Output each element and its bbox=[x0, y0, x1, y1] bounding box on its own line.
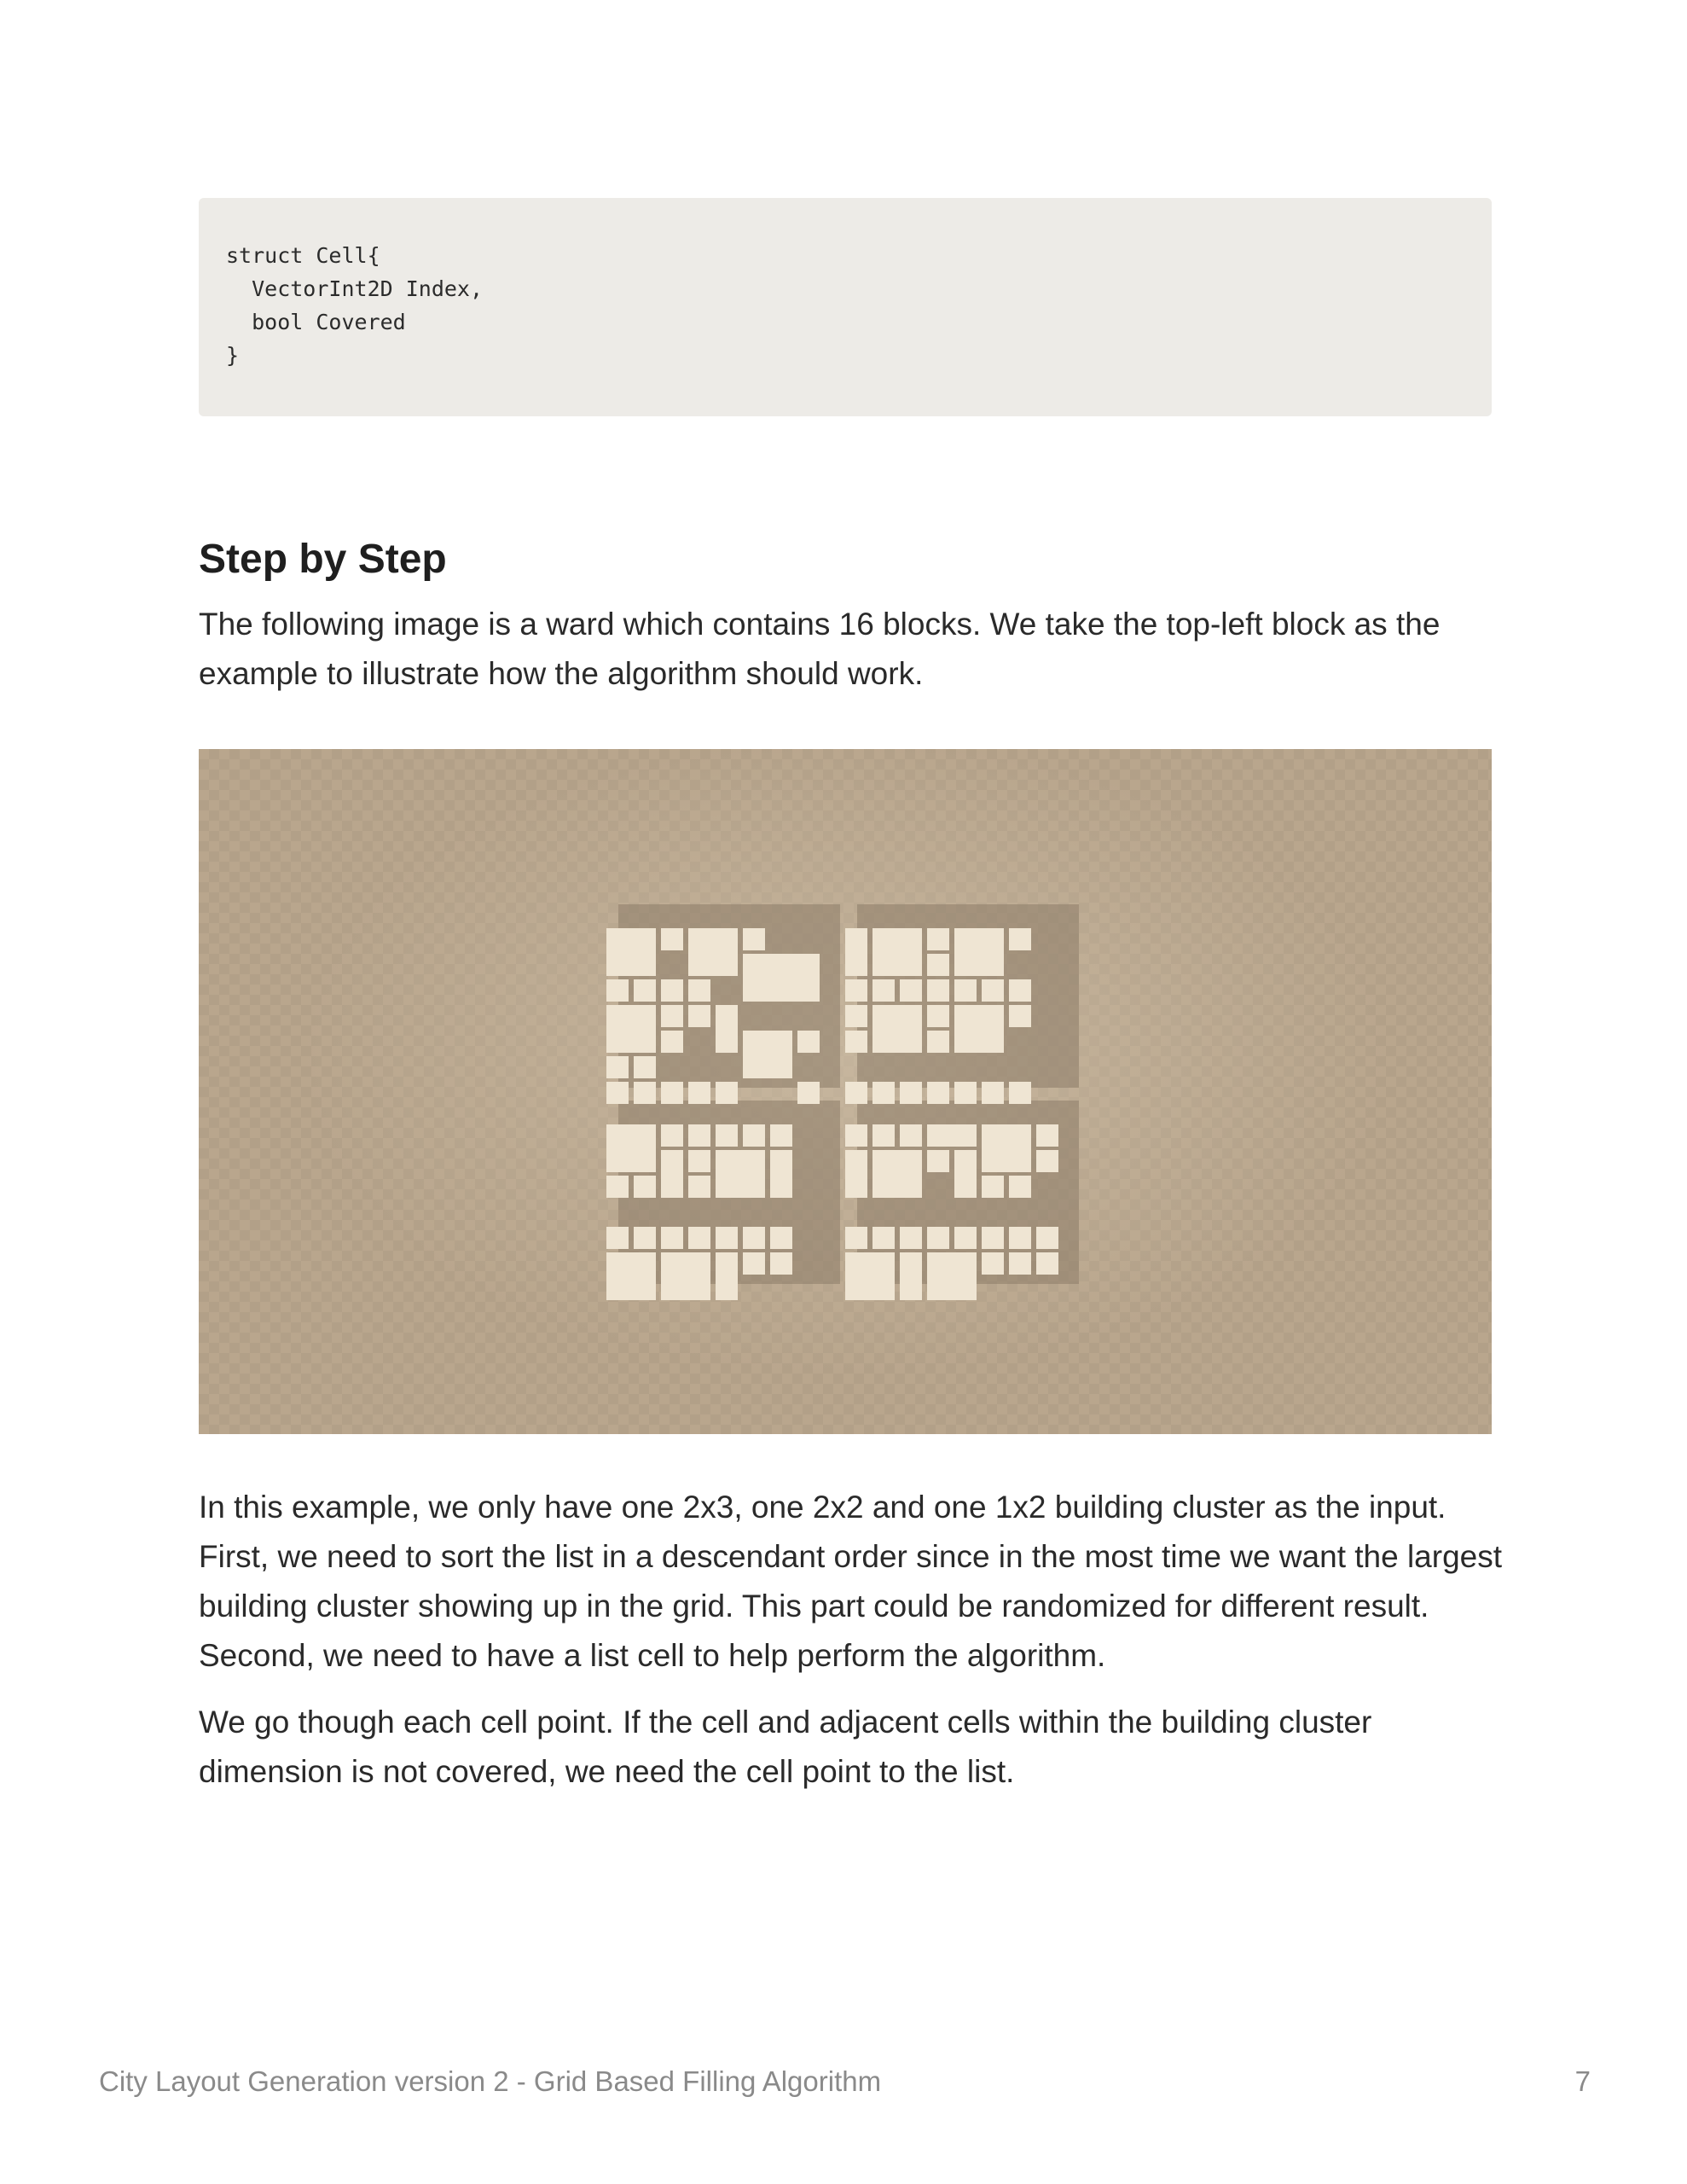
building-cluster bbox=[872, 1150, 922, 1198]
building-cluster bbox=[1009, 1227, 1031, 1249]
building-cluster bbox=[661, 1005, 683, 1027]
building-cluster bbox=[982, 1176, 1004, 1198]
building-cluster bbox=[606, 979, 629, 1002]
building-cluster bbox=[661, 928, 683, 950]
building-cluster bbox=[1036, 1227, 1058, 1249]
building-cluster bbox=[845, 928, 867, 976]
building-cluster bbox=[954, 1227, 977, 1249]
building-cluster bbox=[900, 979, 922, 1002]
building-cluster bbox=[982, 1124, 1031, 1172]
building-cluster bbox=[770, 1252, 792, 1275]
building-cluster bbox=[927, 954, 949, 976]
building-cluster bbox=[716, 1082, 738, 1104]
building-cluster bbox=[688, 979, 710, 1002]
building-cluster bbox=[688, 1005, 710, 1027]
building-cluster bbox=[743, 1252, 765, 1275]
building-cluster bbox=[661, 1031, 683, 1053]
section-heading: Step by Step bbox=[199, 537, 447, 582]
building-cluster bbox=[1009, 979, 1031, 1002]
building-cluster bbox=[716, 1124, 738, 1147]
building-cluster bbox=[954, 1082, 977, 1104]
building-cluster bbox=[606, 1176, 629, 1198]
building-cluster bbox=[927, 1031, 949, 1053]
building-cluster bbox=[634, 979, 656, 1002]
building-cluster bbox=[743, 954, 820, 1002]
building-cluster bbox=[770, 1227, 792, 1249]
building-cluster bbox=[1036, 1252, 1058, 1275]
building-cluster bbox=[743, 1124, 765, 1147]
code-line: struct Cell{ bbox=[226, 243, 380, 268]
building-cluster bbox=[661, 1082, 683, 1104]
building-cluster bbox=[606, 1227, 629, 1249]
building-cluster bbox=[845, 1150, 867, 1198]
building-cluster bbox=[982, 979, 1004, 1002]
building-cluster bbox=[661, 1150, 683, 1198]
building-cluster bbox=[634, 1082, 656, 1104]
building-cluster bbox=[770, 1124, 792, 1147]
building-cluster bbox=[927, 928, 949, 950]
building-cluster bbox=[606, 1056, 629, 1078]
building-cluster bbox=[927, 1124, 977, 1147]
building-cluster bbox=[954, 1150, 977, 1198]
building-cluster bbox=[606, 928, 656, 976]
building-cluster bbox=[606, 1082, 629, 1104]
example-paragraph: In this example, we only have one 2x3, one 2x2 and one 1x2 building cluster as the input. First, we need to sort the list in a descendant order since in the most time we want the largest building cluster showing up in the grid. This part could be randomized for different result. Second, we need to have a list cell to help perform the algorithm. bbox=[199, 1490, 1503, 1673]
building-cluster bbox=[743, 1227, 765, 1249]
building-cluster bbox=[688, 1227, 710, 1249]
ward-render-image bbox=[199, 749, 1492, 1434]
page-number: 7 bbox=[1574, 2065, 1591, 2097]
building-cluster bbox=[634, 1176, 656, 1198]
building-cluster bbox=[872, 1005, 922, 1053]
building-cluster bbox=[688, 1150, 710, 1172]
building-cluster bbox=[900, 1124, 922, 1147]
building-cluster bbox=[797, 1031, 820, 1053]
building-cluster bbox=[797, 1082, 820, 1104]
building-cluster bbox=[872, 928, 922, 976]
building-cluster bbox=[954, 928, 1004, 976]
building-cluster bbox=[845, 1031, 867, 1053]
building-cluster bbox=[845, 1124, 867, 1147]
building-cluster bbox=[606, 1252, 656, 1300]
building-cluster bbox=[845, 1252, 895, 1300]
building-cluster bbox=[927, 1082, 949, 1104]
building-cluster bbox=[688, 1124, 710, 1147]
building-cluster bbox=[872, 1124, 895, 1147]
building-cluster bbox=[927, 1252, 977, 1300]
building-cluster bbox=[688, 1082, 710, 1104]
ward-blocks-graphic bbox=[199, 749, 1492, 1434]
building-cluster bbox=[982, 1252, 1004, 1275]
building-cluster bbox=[900, 1227, 922, 1249]
building-cluster bbox=[716, 1227, 738, 1249]
building-cluster bbox=[845, 1082, 867, 1104]
building-cluster bbox=[661, 979, 683, 1002]
building-cluster bbox=[900, 1252, 922, 1300]
building-cluster bbox=[1009, 1082, 1031, 1104]
intro-paragraph: The following image is a ward which contains 16 blocks. We take the top-left block as the example to illustrate how the algorithm should work. bbox=[199, 607, 1441, 691]
footer-title: City Layout Generation version 2 - Grid Based Filling Algorithm bbox=[99, 2065, 882, 2097]
building-cluster bbox=[872, 1227, 895, 1249]
building-cluster bbox=[661, 1252, 710, 1300]
code-block bbox=[199, 198, 1492, 416]
building-cluster bbox=[770, 1150, 792, 1198]
code-line: VectorInt2D Index, bbox=[226, 276, 484, 301]
procedure-paragraph: We go though each cell point. If the cell and adjacent cells within the building cluster dimension is not covered, we need the cell point to the list. bbox=[199, 1705, 1372, 1789]
building-cluster bbox=[845, 1005, 867, 1027]
building-cluster bbox=[927, 1005, 949, 1027]
building-cluster bbox=[634, 1227, 656, 1249]
building-cluster bbox=[743, 928, 765, 950]
building-cluster bbox=[954, 979, 977, 1002]
building-cluster bbox=[845, 979, 867, 1002]
building-cluster bbox=[872, 1082, 895, 1104]
building-cluster bbox=[716, 1252, 738, 1300]
building-cluster bbox=[927, 979, 949, 1002]
building-cluster bbox=[606, 1124, 656, 1172]
building-cluster bbox=[927, 1150, 949, 1172]
building-cluster bbox=[872, 979, 895, 1002]
building-cluster bbox=[927, 1227, 949, 1249]
building-cluster bbox=[606, 1005, 656, 1053]
building-cluster bbox=[1036, 1124, 1058, 1147]
building-cluster bbox=[661, 1227, 683, 1249]
building-cluster bbox=[845, 1227, 867, 1249]
building-cluster bbox=[661, 1124, 683, 1147]
building-cluster bbox=[954, 1005, 1004, 1053]
building-cluster bbox=[982, 1227, 1004, 1249]
building-cluster bbox=[716, 1150, 765, 1198]
building-cluster bbox=[1009, 1005, 1031, 1027]
code-line: bool Covered bbox=[226, 310, 406, 334]
code-line: } bbox=[226, 343, 240, 368]
building-cluster bbox=[743, 1031, 792, 1078]
building-cluster bbox=[900, 1082, 922, 1104]
building-cluster bbox=[1036, 1150, 1058, 1172]
building-cluster bbox=[1009, 1252, 1031, 1275]
building-cluster bbox=[982, 1082, 1004, 1104]
building-cluster bbox=[1009, 928, 1031, 950]
building-cluster bbox=[688, 928, 738, 976]
building-cluster bbox=[716, 1005, 738, 1053]
building-cluster bbox=[688, 1176, 710, 1198]
building-cluster bbox=[634, 1056, 656, 1078]
building-cluster bbox=[1009, 1176, 1031, 1198]
